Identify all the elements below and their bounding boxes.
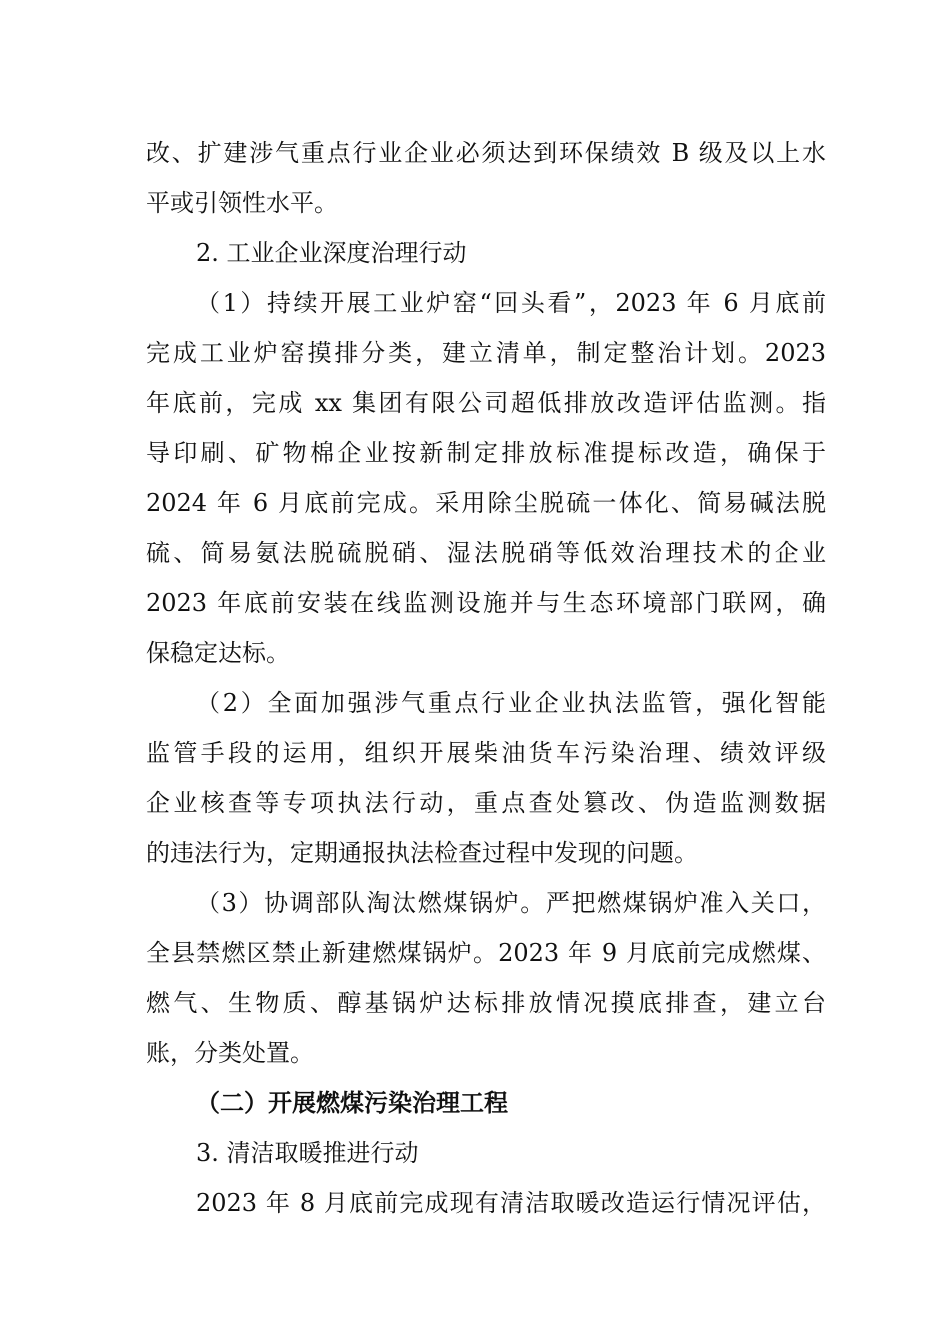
body-text-line: （2）全面加强涉气重点行业企业执法监管，强化智能 [196, 689, 826, 717]
body-text-line: （1）持续开展工业炉窑“回头看”，2023 年 6 月底前 [196, 289, 826, 317]
body-text-line: 2023 年底前安装在线监测设施并与生态环境部门联网，确 [146, 589, 826, 617]
body-text-line: 账，分类处置。 [146, 1039, 314, 1067]
body-text-line: 2024 年 6 月底前完成。采用除尘脱硫一体化、简易碱法脱 [146, 489, 826, 517]
section-subheading: 2. 工业企业深度治理行动 [196, 239, 467, 267]
body-text-line: （3）协调部队淘汰燃煤锅炉。严把燃煤锅炉准入关口， [196, 889, 826, 917]
body-text-line: 导印刷、矿物棉企业按新制定排放标准提标改造，确保于 [146, 439, 826, 467]
body-text-line: 全县禁燃区禁止新建燃煤锅炉。2023 年 9 月底前完成燃煤、 [146, 939, 826, 967]
body-text-line: 燃气、生物质、醇基锅炉达标排放情况摸底排查，建立台 [146, 989, 826, 1017]
body-text-line: 保稳定达标。 [146, 639, 290, 667]
body-text-line: 硫、简易氨法脱硫脱硝、湿法脱硝等低效治理技术的企业 [146, 539, 826, 567]
body-text-line: 年底前，完成 xx 集团有限公司超低排放改造评估监测。指 [146, 389, 826, 417]
body-text-line: 的违法行为，定期通报执法检查过程中发现的问题。 [146, 839, 698, 867]
section-subheading: 3. 清洁取暖推进行动 [196, 1139, 419, 1167]
body-text-line: 平或引领性水平。 [146, 189, 338, 217]
body-text-line: 改、扩建涉气重点行业企业必须达到环保绩效 B 级及以上水 [146, 139, 826, 167]
body-text-line: 监管手段的运用，组织开展柴油货车污染治理、绩效评级 [146, 739, 826, 767]
section-heading: （二）开展燃煤污染治理工程 [196, 1089, 508, 1117]
body-text-line: 完成工业炉窑摸排分类，建立清单，制定整治计划。2023 [146, 339, 826, 367]
body-text-line: 企业核查等专项执法行动，重点查处篡改、伪造监测数据 [146, 789, 826, 817]
body-text-line: 2023 年 8 月底前完成现有清洁取暖改造运行情况评估， [196, 1189, 826, 1217]
